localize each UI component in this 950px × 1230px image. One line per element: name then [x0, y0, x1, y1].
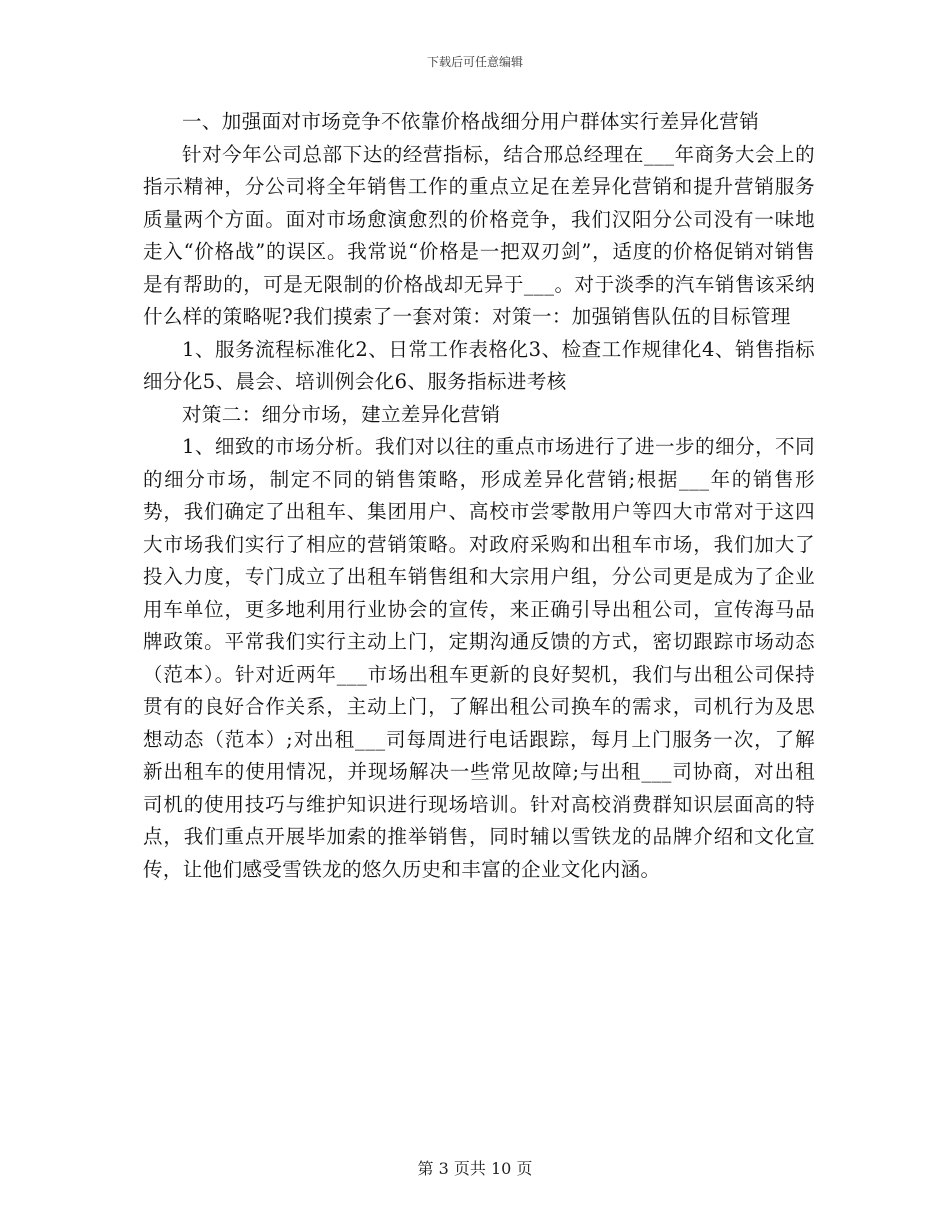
section-heading: 一、加强面对市场竞争不依靠价格战细分用户群体实行差异化营销: [182, 110, 760, 133]
page-header: 下载后可任意编辑: [426, 55, 523, 69]
page-footer-pagination: 第 3 页共 10 页: [417, 1159, 533, 1178]
document-body: [143, 106, 815, 886]
paragraph-strategy-intro: 针对今年公司总部下达的经营指标，结合邢总经理在___年商务大会上的指示精神，分公司将全年销售工作的重点立足在差异化营销和提升营销服务质量两个方面。面对市场愈演愈烈的价格竞争，我们汉阳分公司没有一味地走入“价格战”的误区。我常说“价格是一把双刃剑”，适度的价格促销对销售是有帮助的，可是无限制的价格战却无异于___。对于淡季的汽车销售该采纳什么样的策略呢?我们摸索了一套对策：对策一：加强销售队伍的目标管理: [143, 142, 815, 328]
paragraph-market-analysis: 1、细致的市场分析。我们对以往的重点市场进行了进一步的细分，不同的细分市场，制定不同的销售策略，形成差异化营销;根据___年的销售形势，我们确定了出租车、集团用户、高校市尝零散用户等四大市常对于这四大市场我们实行了相应的营销策略。对政府采购和出租车市场，我们加大了投入力度，专门成立了出租车销售组和大宗用户组，分公司更是成为了企业用车单位，更多地利用行业协会的宣传，来正确引导出租公司，宣传海马品牌政策。平常我们实行主动上门，定期沟通反馈的方式，密切跟踪市场动态（范本）。针对近两年___市场出租车更新的良好契机，我们与出租公司保持贯有的良好合作关系，主动上门，了解出租公司换车的需求，司机行为及思想动态（范本）;对出租___司每周进行电话跟踪，每月上门服务一次，了解新出租车的使用情况，并现场解决一些常见故障;与出租___司协商，对出租司机的使用技巧与维护知识进行现场培训。针对高校消费群知识层面高的特点，我们重点开展毕加索的推举销售，同时辅以雪铁龙的品牌介绍和文化宣传，让他们感受雪铁龙的悠久历史和丰富的企业文化内涵。: [143, 435, 815, 881]
paragraph-strategy-one-list: 1、服务流程标准化2、日常工作表格化3、检查工作规律化4、销售指标细分化5、晨会、培训例会化6、服务指标进考核: [143, 337, 815, 393]
paragraph-strategy-two-title: 对策二：细分市场，建立差异化营销: [182, 402, 501, 426]
